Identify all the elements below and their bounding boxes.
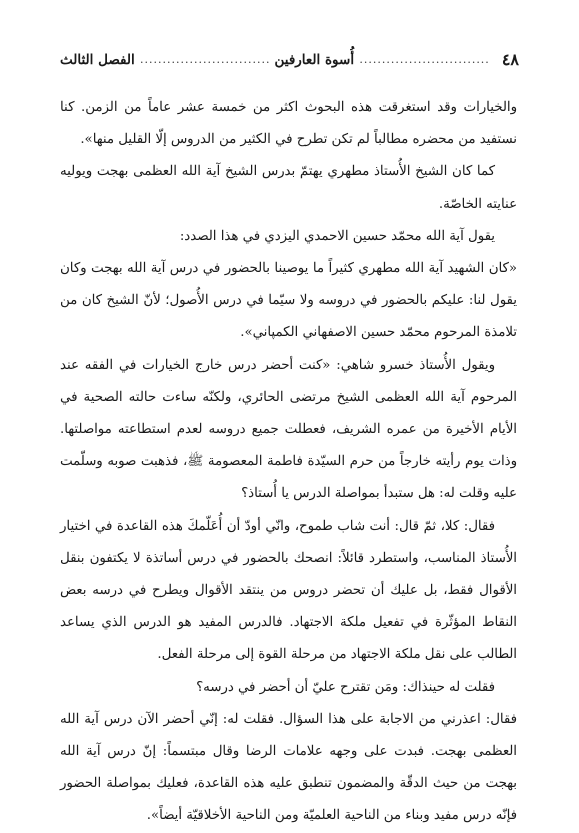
header-dots-leader [139,54,271,65]
page-header [60,50,519,69]
paragraph: «كان الشهيد آية الله مطهري كثيراً ما يوصينا بالحضور في درس آية الله بهجت وكان يقول لنا: عليكم بالحضور في دروسه ولا سيّما في درس الأُصول؛ لأنّ الشيخ كان من تلامذة المرحوم محمّد حسين الاصفهاني الكمپاني». [60,261,517,341]
chapter-title: الفصل الثالث [60,51,135,68]
paragraph: فقال: اعذرني من الاجابة على هذا السؤال. فقلت له: إنّي أحضر الآن درس آية الله العظمى بهجت. فبدت على وجهه علامات الرضا وقال مبتسماً: إنّ درس آية الله بهجت من حيث الدقّة والمضمون تنطبق عليه هذه القاعدة، فعليك بمواصلة الحضور فإنّه درس مفيد وبناء من الناحية العلميّة ومن الناحية الأخلاقيّة أيضاً». [60,711,517,824]
paragraph: فقال: كلا، ثمّ قال: أنت شاب طموح، وانّي أودّ أن أُعَلّمكَ هذه القاعدة في اختيار الأُستاذ المناسب، واستطرد قائلاً: انصحك بالحضور في درس أساتذة لا يكتفون بنقل الأقوال فقط، بل عليك أن تحضر دروس من ينتقد الأقوال ويطرح في درسه بعض النقاط المؤثّرة في تفعيل ملكة الاجتهاد. فالدرس المفيد هو الدرس الذي يساعد الطالب على نقل ملكة الاجتهاد من مرحلة القوة إلى مرحلة الفعل. [60,518,517,663]
paragraph: فقلت له حينذاك: ومَن تقترح عليّ أن أحضر في درسه؟ [196,679,495,695]
paragraph: كما كان الشيخ الأُستاذ مطهري يهتمّ بدرس الشيخ آية الله العظمى بهجت ويوليه عنايته الخاصّة. [60,164,517,212]
page-number: ٤٨ [501,50,519,69]
paragraph: والخيارات وقد استغرقت هذه البحوث اكثر من خمسة عشر عاماً من الزمن. كنا نستفيد من محضره مطالباً لم تكن تطرح في الكثير من الدروس إلّا القليل منها». [60,100,517,148]
header-dots-leader [358,54,490,65]
book-title: أُسوة العارفين [274,51,355,68]
paragraph: يقول آية الله محمّد حسين الاحمدي اليزدي في هذا الصدد: [179,228,495,244]
paragraph: ويقول الأُستاذ خسرو شاهي: «كنت أحضر درس خارج الخيارات في الفقه عند المرحوم آية الله العظمى الشيخ مرتضى الحائري، ولكنّه ساءت حالته الصحية في الأيام الأخيرة من عمره الشريف، فعطلت جميع دروسه لعدم استطاعته مواصلتها. وذات يوم رأيته خارجاً من حرم السيّدة فاطمة المعصومة ﷺ، فذهبت صوبه وسلّمت عليه وقلت له: هل ستبدأ بمواصلة الدرس يا أُستاذ؟ [60,357,517,502]
body-text [60,92,517,833]
